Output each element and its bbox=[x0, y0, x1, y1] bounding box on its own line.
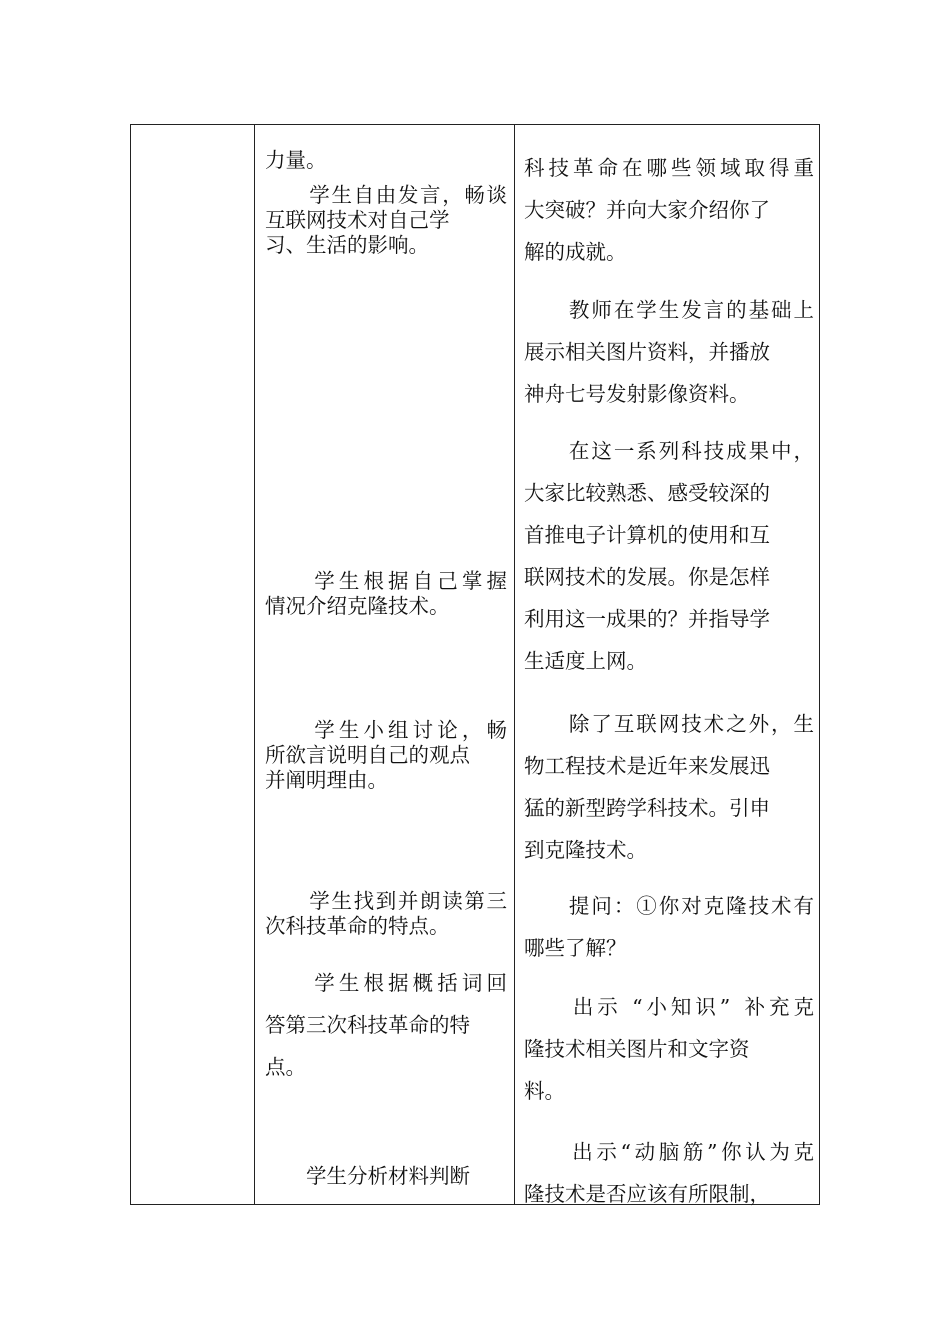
text-line: 到克隆技术。 bbox=[524, 838, 647, 862]
lesson-table bbox=[130, 124, 820, 1205]
text-line: 习、生活的影响。 bbox=[265, 233, 429, 257]
text-line: 联网技术的发展。你是怎样 bbox=[524, 565, 770, 589]
text-line: 出示 “小知识” 补充克 bbox=[524, 995, 818, 1019]
col2-paragraph bbox=[265, 1155, 470, 1197]
text-line: 情况介绍克隆技术。 bbox=[265, 594, 450, 618]
col2-cell bbox=[255, 125, 514, 1204]
text-line: 料。 bbox=[524, 1079, 565, 1103]
text-line: 解的成就。 bbox=[524, 240, 627, 264]
text-line: 哪些了解？ bbox=[524, 936, 627, 960]
text-line: 隆技术相关图片和文字资 bbox=[524, 1037, 750, 1061]
text-line: 大突破？并向大家介绍你了 bbox=[524, 198, 770, 222]
text-line: 利用这一成果的？并指导学 bbox=[524, 607, 770, 631]
col3-cell bbox=[515, 125, 821, 1204]
col2-paragraph bbox=[265, 147, 327, 174]
col3-paragraph bbox=[524, 885, 816, 969]
text-line: 物工程技术是近年来发展迅 bbox=[524, 754, 770, 778]
text-line: 科技革命在哪些领域取得重 bbox=[524, 156, 818, 180]
text-line: 生适度上网。 bbox=[524, 649, 647, 673]
text-line: 学生分析材料判断 bbox=[265, 1164, 470, 1188]
text-line: 学生根据概括词回 bbox=[265, 971, 512, 995]
col2-paragraph bbox=[265, 569, 511, 619]
text-line: 展示相关图片资料，并播放 bbox=[524, 340, 770, 364]
text-line: 次科技革命的特点。 bbox=[265, 914, 450, 938]
text-line: 猛的新型跨学科技术。引申 bbox=[524, 796, 770, 820]
text-line: 隆技术是否应该有所限制， bbox=[524, 1182, 770, 1206]
text-line: 并阐明理由。 bbox=[265, 768, 388, 792]
col3-paragraph bbox=[524, 430, 816, 682]
text-line: 学生自由发言，畅谈 bbox=[265, 183, 509, 207]
col2-paragraph bbox=[265, 183, 509, 258]
text-line: 在这一系列科技成果中， bbox=[524, 439, 816, 463]
text-line: 学生小组讨论，畅 bbox=[265, 718, 512, 742]
text-line: 除了互联网技术之外，生 bbox=[524, 712, 816, 736]
text-line: 点。 bbox=[265, 1055, 306, 1079]
col3-paragraph bbox=[524, 147, 818, 273]
col3-paragraph bbox=[524, 703, 816, 871]
text-line: 学生根据自己掌握 bbox=[265, 569, 512, 593]
col3-paragraph bbox=[524, 986, 818, 1112]
col3-paragraph bbox=[524, 289, 816, 415]
col2-paragraph bbox=[265, 889, 509, 939]
col1-cell bbox=[131, 125, 254, 1204]
text-line: 答第三次科技革命的特 bbox=[265, 1013, 470, 1037]
text-line: 首推电子计算机的使用和互 bbox=[524, 523, 770, 547]
text-line: 神舟七号发射影像资料。 bbox=[524, 382, 750, 406]
text-line: 力量。 bbox=[265, 148, 327, 172]
text-line: 学生找到并朗读第三 bbox=[265, 889, 509, 913]
text-line: 大家比较熟悉、感受较深的 bbox=[524, 481, 770, 505]
text-line: 提问：①你对克隆技术有 bbox=[524, 894, 816, 918]
col3-paragraph bbox=[524, 1131, 818, 1215]
col2-paragraph bbox=[265, 962, 511, 1088]
text-line: 所欲言说明自己的观点 bbox=[265, 743, 470, 767]
text-line: 出示“动脑筋”你认为克 bbox=[524, 1140, 818, 1164]
text-line: 教师在学生发言的基础上 bbox=[524, 298, 816, 322]
col2-paragraph bbox=[265, 718, 511, 793]
text-line: 互联网技术对自己学 bbox=[265, 208, 450, 232]
